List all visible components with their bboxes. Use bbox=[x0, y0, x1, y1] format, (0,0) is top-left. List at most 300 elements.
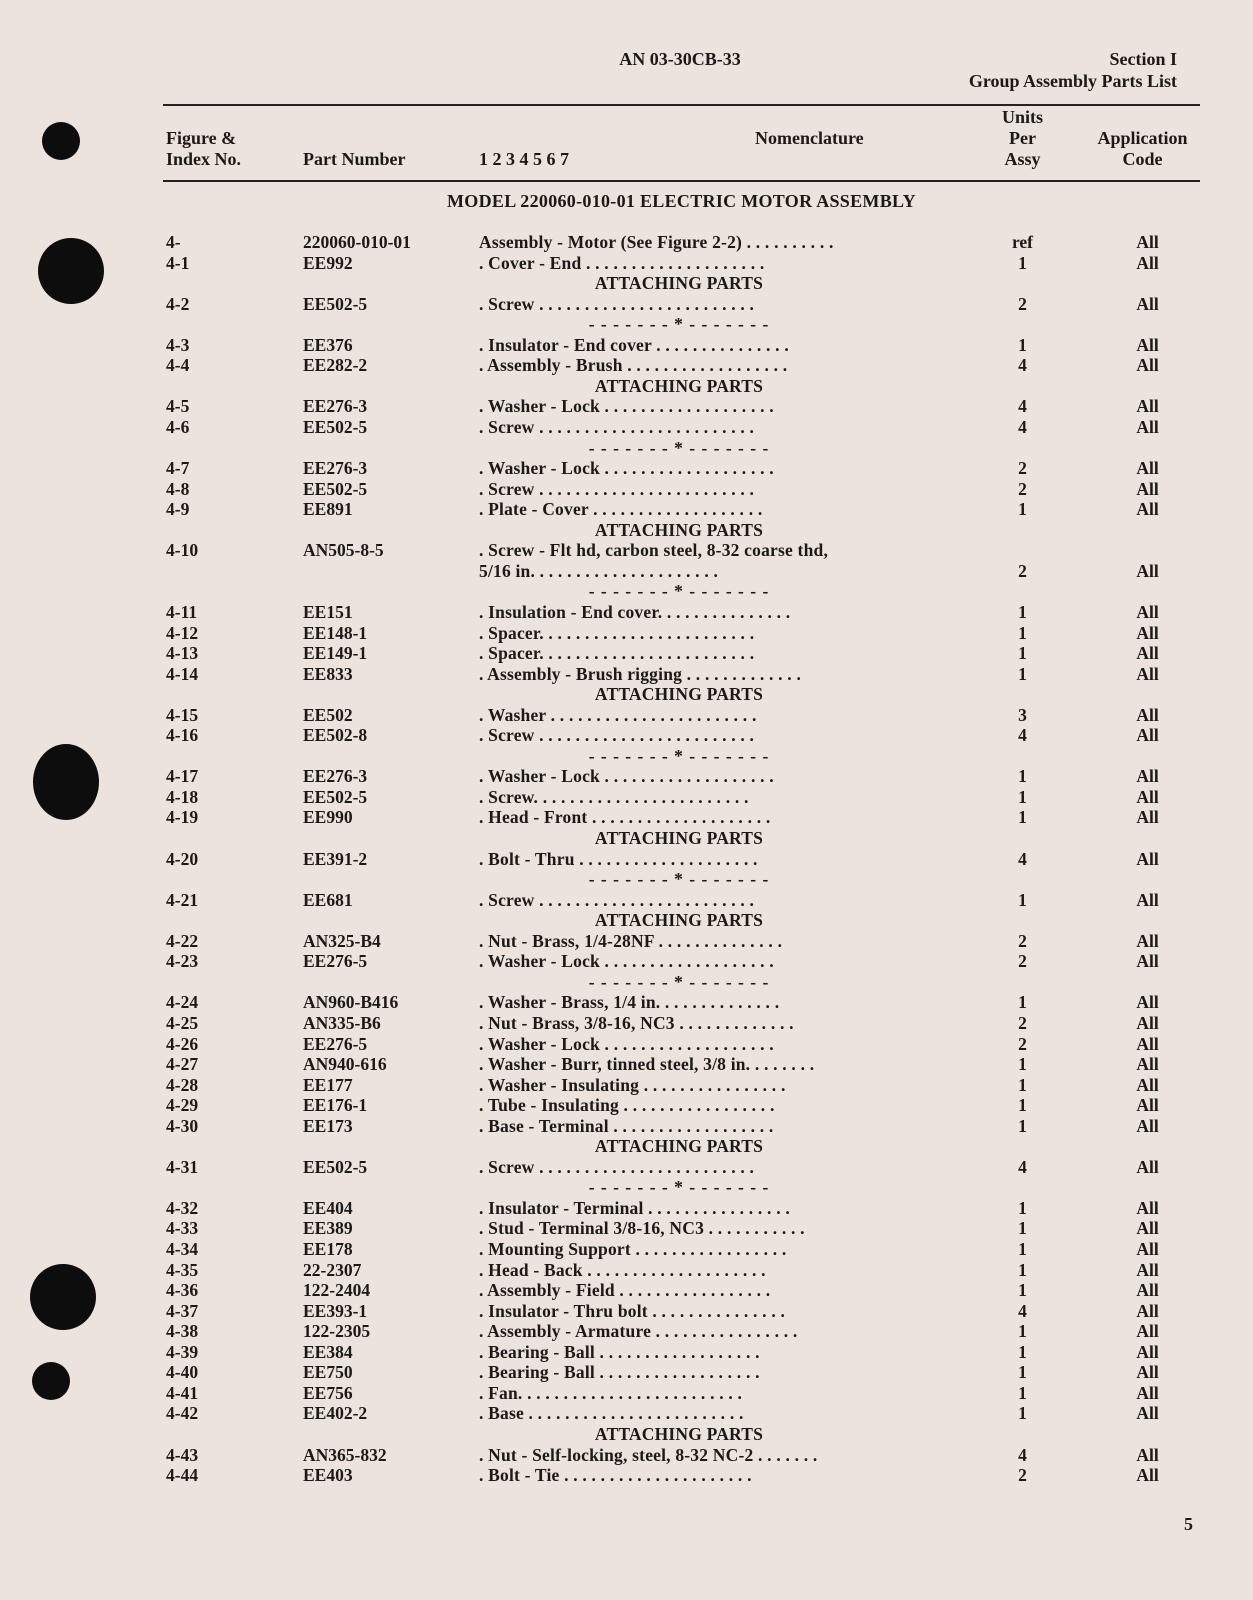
index-number: 4-26 bbox=[166, 1033, 199, 1054]
nomenclature: . Insulator - Thru bolt . . . . . . . . . . . . . . . bbox=[479, 1300, 786, 1321]
part-number: EE681 bbox=[303, 889, 353, 910]
separator-text: - - - - - - - * - - - - - - - bbox=[588, 1177, 770, 1198]
index-number: 4-12 bbox=[166, 622, 199, 643]
table-row bbox=[0, 540, 1253, 560]
units-per-assy: 4 bbox=[1018, 417, 1027, 437]
attaching-parts-label: ATTACHING PARTS bbox=[594, 1423, 764, 1444]
application-code: All bbox=[1136, 1341, 1159, 1362]
attaching-parts-separator bbox=[0, 972, 1253, 992]
part-number: EE276-3 bbox=[303, 458, 368, 479]
application-code: All bbox=[1136, 560, 1159, 581]
col-units-per-assy: Units Per Assy bbox=[1001, 107, 1043, 169]
application-code: All bbox=[1136, 1300, 1159, 1321]
units-per-assy: 1 bbox=[1018, 663, 1027, 684]
table-row bbox=[0, 335, 1253, 355]
table-row bbox=[0, 1198, 1253, 1218]
index-number: 4-23 bbox=[166, 951, 199, 972]
part-number: EE750 bbox=[303, 1362, 353, 1383]
part-number: EE151 bbox=[303, 601, 353, 622]
part-number: EE389 bbox=[303, 1218, 353, 1239]
nomenclature: . Cover - End . . . . . . . . . . . . . . . . . . . . bbox=[479, 252, 765, 273]
nomenclature: . Bearing - Ball . . . . . . . . . . . . . . . . . . bbox=[479, 1341, 760, 1362]
nomenclature: . Insulator - Terminal . . . . . . . . . . . . . . . . bbox=[479, 1197, 790, 1218]
nomenclature: . Assembly - Brush . . . . . . . . . . . . . . . . . . bbox=[479, 355, 788, 376]
index-number: 4-42 bbox=[166, 1403, 199, 1424]
application-code: All bbox=[1136, 1321, 1159, 1342]
nomenclature: . Base . . . . . . . . . . . . . . . . . . . . . . . . bbox=[479, 1403, 744, 1424]
part-number: EE376 bbox=[303, 334, 353, 355]
index-number: 4-35 bbox=[166, 1259, 199, 1280]
table-row bbox=[0, 561, 1253, 581]
units-per-assy: 4 bbox=[1018, 848, 1027, 869]
index-number: 4-6 bbox=[166, 417, 190, 437]
nomenclature: . Nut - Brass, 1/4-28NF . . . . . . . . . . . . . . bbox=[479, 930, 783, 951]
nomenclature: . Fan. . . . . . . . . . . . . . . . . . . . . . . . . bbox=[479, 1382, 743, 1403]
table-row bbox=[0, 294, 1253, 314]
table-row bbox=[0, 396, 1253, 416]
col-nomenclature: Nomenclature bbox=[755, 128, 864, 148]
nomenclature: . Screw . . . . . . . . . . . . . . . . . . . . . . . . bbox=[479, 1156, 755, 1177]
index-number: 4-34 bbox=[166, 1239, 199, 1259]
table-row bbox=[0, 1034, 1253, 1054]
units-per-assy: 1 bbox=[1018, 643, 1027, 663]
index-number: 4-9 bbox=[166, 499, 190, 520]
nomenclature: . Washer - Lock . . . . . . . . . . . . . . . . . . . bbox=[479, 1033, 774, 1054]
index-number: 4-1 bbox=[166, 252, 190, 273]
table-row bbox=[0, 725, 1253, 745]
units-per-assy: 2 bbox=[1018, 930, 1027, 951]
index-number: 4-7 bbox=[166, 458, 190, 479]
part-number: AN505-8-5 bbox=[303, 540, 384, 561]
application-code: All bbox=[1136, 1095, 1159, 1116]
nomenclature: . Screw. . . . . . . . . . . . . . . . . . . . . . . . bbox=[479, 786, 749, 807]
part-number: EE149-1 bbox=[303, 643, 368, 663]
part-number: EE502 bbox=[303, 704, 353, 725]
part-number: EE992 bbox=[303, 252, 353, 273]
attaching-parts-separator bbox=[0, 1177, 1253, 1197]
attaching-parts-heading bbox=[0, 828, 1253, 848]
part-number: EE276-5 bbox=[303, 1033, 368, 1054]
application-code: All bbox=[1136, 1403, 1159, 1424]
attaching-parts-heading bbox=[0, 520, 1253, 540]
application-code: All bbox=[1136, 1382, 1159, 1403]
part-number: EE173 bbox=[303, 1115, 353, 1136]
application-code: All bbox=[1136, 334, 1159, 355]
nomenclature: . Screw . . . . . . . . . . . . . . . . . . . . . . . . bbox=[479, 889, 755, 910]
index-number: 4- bbox=[166, 232, 181, 252]
index-number: 4-24 bbox=[166, 992, 199, 1013]
units-per-assy: 2 bbox=[1018, 1465, 1027, 1485]
index-number: 4-40 bbox=[166, 1362, 199, 1383]
nomenclature: . Tube - Insulating . . . . . . . . . . . . . . . . . bbox=[479, 1095, 775, 1116]
part-number: 22-2307 bbox=[303, 1259, 362, 1280]
section-title: Group Assembly Parts List bbox=[968, 71, 1177, 91]
nomenclature: . Screw . . . . . . . . . . . . . . . . . . . . . . . . bbox=[479, 725, 755, 746]
index-number: 4-17 bbox=[166, 766, 199, 787]
table-row bbox=[0, 1054, 1253, 1074]
table-row bbox=[0, 1218, 1253, 1238]
application-code: All bbox=[1136, 458, 1159, 479]
table-row bbox=[0, 1013, 1253, 1033]
section-label: Section I bbox=[1109, 49, 1177, 69]
table-row bbox=[0, 890, 1253, 910]
index-number: 4-43 bbox=[166, 1444, 199, 1465]
part-number: AN365-832 bbox=[303, 1444, 387, 1465]
separator-text: - - - - - - - * - - - - - - - bbox=[588, 314, 770, 335]
part-number: EE276-3 bbox=[303, 766, 368, 787]
attaching-parts-separator bbox=[0, 869, 1253, 889]
index-number: 4-5 bbox=[166, 396, 190, 417]
part-number: EE276-3 bbox=[303, 396, 368, 417]
attaching-parts-label: ATTACHING PARTS bbox=[594, 375, 764, 396]
table-row bbox=[0, 849, 1253, 869]
nomenclature: . Mounting Support . . . . . . . . . . . . . . . . . bbox=[479, 1239, 787, 1259]
units-per-assy: 1 bbox=[1018, 1115, 1027, 1136]
units-per-assy: 3 bbox=[1018, 704, 1027, 725]
part-number: EE756 bbox=[303, 1382, 353, 1403]
index-number: 4-15 bbox=[166, 704, 199, 725]
units-per-assy: 4 bbox=[1018, 355, 1027, 376]
attaching-parts-separator bbox=[0, 581, 1253, 601]
part-number: AN940-616 bbox=[303, 1054, 387, 1074]
part-number: 122-2404 bbox=[303, 1280, 371, 1300]
table-row bbox=[0, 1260, 1253, 1280]
units-per-assy: 4 bbox=[1018, 1444, 1027, 1465]
index-number: 4-25 bbox=[166, 1012, 199, 1033]
application-code: All bbox=[1136, 1239, 1159, 1259]
index-number: 4-11 bbox=[166, 601, 198, 622]
application-code: All bbox=[1136, 232, 1159, 252]
table-row bbox=[0, 499, 1253, 519]
nomenclature: . Assembly - Armature . . . . . . . . . . . . . . . . bbox=[479, 1321, 798, 1342]
part-number: EE148-1 bbox=[303, 622, 368, 643]
application-code: All bbox=[1136, 1197, 1159, 1218]
nomenclature: . Plate - Cover . . . . . . . . . . . . . . . . . . . bbox=[479, 499, 763, 520]
part-number: AN960-B416 bbox=[303, 992, 399, 1013]
units-per-assy: 1 bbox=[1018, 252, 1027, 273]
units-per-assy: 1 bbox=[1018, 1197, 1027, 1218]
application-code: All bbox=[1136, 807, 1159, 828]
attaching-parts-heading bbox=[0, 910, 1253, 930]
attaching-parts-label: ATTACHING PARTS bbox=[594, 828, 764, 848]
application-code: All bbox=[1136, 417, 1159, 437]
attaching-parts-separator bbox=[0, 314, 1253, 334]
application-code: All bbox=[1136, 848, 1159, 869]
part-number: EE502-5 bbox=[303, 478, 368, 499]
index-number: 4-10 bbox=[166, 540, 199, 561]
units-per-assy: 1 bbox=[1018, 1362, 1027, 1383]
part-number: EE176-1 bbox=[303, 1095, 368, 1116]
table-row bbox=[0, 1445, 1253, 1465]
attaching-parts-label: ATTACHING PARTS bbox=[594, 684, 764, 705]
separator-text: - - - - - - - * - - - - - - - bbox=[588, 971, 770, 992]
model-title: MODEL 220060-010-01 ELECTRIC MOTOR ASSEMBLY bbox=[447, 191, 916, 211]
col-application-code: Application Code bbox=[1097, 128, 1188, 169]
application-code: All bbox=[1136, 293, 1159, 314]
part-number: AN325-B4 bbox=[303, 930, 381, 951]
nomenclature: . Head - Front . . . . . . . . . . . . . . . . . . . . bbox=[479, 807, 771, 828]
nomenclature: . Spacer. . . . . . . . . . . . . . . . . . . . . . . . bbox=[479, 643, 755, 663]
table-row bbox=[0, 992, 1253, 1012]
attaching-parts-heading bbox=[0, 684, 1253, 704]
units-per-assy: 2 bbox=[1018, 951, 1027, 972]
nomenclature: . Bolt - Tie . . . . . . . . . . . . . . . . . . . . . bbox=[479, 1465, 752, 1485]
table-row bbox=[0, 1301, 1253, 1321]
application-code: All bbox=[1136, 889, 1159, 910]
index-number: 4-14 bbox=[166, 663, 199, 684]
table-row bbox=[0, 1403, 1253, 1423]
nomenclature: . Washer - Burr, tinned steel, 3/8 in. . . . . . . . bbox=[479, 1054, 815, 1074]
attaching-parts-label: ATTACHING PARTS bbox=[594, 273, 764, 294]
index-number: 4-39 bbox=[166, 1341, 199, 1362]
units-per-assy: 4 bbox=[1018, 725, 1027, 746]
part-number: EE178 bbox=[303, 1239, 353, 1259]
table-row bbox=[0, 1239, 1253, 1259]
nomenclature: . Nut - Brass, 3/8-16, NC3 . . . . . . . . . . . . . bbox=[479, 1012, 794, 1033]
application-code: All bbox=[1136, 1280, 1159, 1300]
application-code: All bbox=[1136, 1362, 1159, 1383]
part-number: EE276-5 bbox=[303, 951, 368, 972]
application-code: All bbox=[1136, 992, 1159, 1013]
part-number: EE990 bbox=[303, 807, 353, 828]
table-row bbox=[0, 479, 1253, 499]
index-number: 4-32 bbox=[166, 1197, 199, 1218]
index-number: 4-2 bbox=[166, 293, 190, 314]
application-code: All bbox=[1136, 478, 1159, 499]
table-row bbox=[0, 951, 1253, 971]
table-row bbox=[0, 1157, 1253, 1177]
attaching-parts-heading bbox=[0, 376, 1253, 396]
application-code: All bbox=[1136, 622, 1159, 643]
application-code: All bbox=[1136, 663, 1159, 684]
nomenclature: . Insulation - End cover. . . . . . . . . . . . . . . bbox=[479, 601, 791, 622]
index-number: 4-37 bbox=[166, 1300, 199, 1321]
table-row bbox=[0, 1116, 1253, 1136]
nomenclature: . Nut - Self-locking, steel, 8-32 NC-2 . . . . . . . bbox=[479, 1444, 818, 1465]
table-row bbox=[0, 787, 1253, 807]
part-number: EE384 bbox=[303, 1341, 353, 1362]
nomenclature: . Head - Back . . . . . . . . . . . . . . . . . . . . bbox=[479, 1259, 766, 1280]
index-number: 4-16 bbox=[166, 725, 199, 746]
part-number: EE502-5 bbox=[303, 417, 368, 437]
part-number: AN335-B6 bbox=[303, 1012, 381, 1033]
units-per-assy: 2 bbox=[1018, 560, 1027, 581]
application-code: All bbox=[1136, 601, 1159, 622]
index-number: 4-20 bbox=[166, 848, 199, 869]
table-row bbox=[0, 931, 1253, 951]
units-per-assy: ref bbox=[1011, 232, 1034, 252]
units-per-assy: 1 bbox=[1018, 786, 1027, 807]
nomenclature: . Bearing - Ball . . . . . . . . . . . . . . . . . . bbox=[479, 1362, 760, 1383]
units-per-assy: 1 bbox=[1018, 334, 1027, 355]
part-number: EE404 bbox=[303, 1197, 353, 1218]
attaching-parts-label: ATTACHING PARTS bbox=[594, 519, 764, 540]
part-number: EE502-5 bbox=[303, 786, 368, 807]
units-per-assy: 2 bbox=[1018, 478, 1027, 499]
separator-text: - - - - - - - * - - - - - - - bbox=[588, 437, 770, 458]
table-row bbox=[0, 1362, 1253, 1382]
application-code: All bbox=[1136, 1012, 1159, 1033]
document-number: AN 03-30CB-33 bbox=[619, 49, 741, 69]
index-number: 4-44 bbox=[166, 1465, 199, 1485]
table-row bbox=[0, 1321, 1253, 1341]
part-number: EE402-2 bbox=[303, 1403, 368, 1424]
application-code: All bbox=[1136, 252, 1159, 273]
nomenclature: . Washer - Insulating . . . . . . . . . . . . . . . . bbox=[479, 1074, 786, 1095]
table-row bbox=[0, 1095, 1253, 1115]
nomenclature: . Washer . . . . . . . . . . . . . . . . . . . . . . . bbox=[479, 704, 757, 725]
index-number: 4-36 bbox=[166, 1280, 199, 1300]
application-code: All bbox=[1136, 499, 1159, 520]
page-number: 5 bbox=[1184, 1514, 1193, 1534]
nomenclature: . Washer - Lock . . . . . . . . . . . . . . . . . . . bbox=[479, 396, 774, 417]
application-code: All bbox=[1136, 766, 1159, 787]
table-row bbox=[0, 232, 1253, 252]
part-number: EE502-5 bbox=[303, 1156, 368, 1177]
separator-text: - - - - - - - * - - - - - - - bbox=[588, 581, 770, 602]
nomenclature: . Assembly - Field . . . . . . . . . . . . . . . . . bbox=[479, 1280, 771, 1300]
units-per-assy: 1 bbox=[1018, 601, 1027, 622]
units-per-assy: 1 bbox=[1018, 499, 1027, 520]
units-per-assy: 1 bbox=[1018, 1321, 1027, 1342]
nomenclature: . Spacer. . . . . . . . . . . . . . . . . . . . . . . . bbox=[479, 622, 755, 643]
index-number: 4-8 bbox=[166, 478, 190, 499]
attaching-parts-separator bbox=[0, 746, 1253, 766]
index-number: 4-33 bbox=[166, 1218, 199, 1239]
nomenclature: . Screw - Flt hd, carbon steel, 8-32 coarse thd, bbox=[479, 540, 829, 561]
index-number: 4-29 bbox=[166, 1095, 199, 1116]
application-code: All bbox=[1136, 1218, 1159, 1239]
part-number: EE891 bbox=[303, 499, 353, 520]
index-number: 4-4 bbox=[166, 355, 190, 376]
table-row bbox=[0, 417, 1253, 437]
units-per-assy: 1 bbox=[1018, 1218, 1027, 1239]
application-code: All bbox=[1136, 396, 1159, 417]
application-code: All bbox=[1136, 1259, 1159, 1280]
col-indent-levels: 1 2 3 4 5 6 7 bbox=[479, 149, 569, 169]
nomenclature: . Washer - Lock . . . . . . . . . . . . . . . . . . . bbox=[479, 766, 774, 787]
attaching-parts-label: ATTACHING PARTS bbox=[594, 1136, 764, 1157]
col-part-number: Part Number bbox=[303, 149, 406, 169]
nomenclature: . Insulator - End cover . . . . . . . . . . . . . . . bbox=[479, 334, 789, 355]
application-code: All bbox=[1136, 1115, 1159, 1136]
units-per-assy: 1 bbox=[1018, 807, 1027, 828]
attaching-parts-heading bbox=[0, 273, 1253, 293]
nomenclature: Assembly - Motor (See Figure 2-2) . . . . . . . . . . bbox=[479, 232, 834, 252]
units-per-assy: 1 bbox=[1018, 1341, 1027, 1362]
nomenclature: . Washer - Lock . . . . . . . . . . . . . . . . . . . bbox=[479, 458, 774, 479]
application-code: All bbox=[1136, 1156, 1159, 1177]
table-row bbox=[0, 1342, 1253, 1362]
nomenclature: . Bolt - Thru . . . . . . . . . . . . . . . . . . . . bbox=[479, 848, 758, 869]
units-per-assy: 1 bbox=[1018, 1403, 1027, 1424]
units-per-assy: 1 bbox=[1018, 1095, 1027, 1116]
table-row bbox=[0, 602, 1253, 622]
application-code: All bbox=[1136, 1033, 1159, 1054]
units-per-assy: 2 bbox=[1018, 1012, 1027, 1033]
index-number: 4-3 bbox=[166, 334, 190, 355]
application-code: All bbox=[1136, 704, 1159, 725]
nomenclature: 5/16 in. . . . . . . . . . . . . . . . . . . . . bbox=[479, 560, 719, 581]
units-per-assy: 1 bbox=[1018, 1382, 1027, 1403]
attaching-parts-label: ATTACHING PARTS bbox=[594, 910, 764, 931]
units-per-assy: 1 bbox=[1018, 1239, 1027, 1259]
table-row bbox=[0, 253, 1253, 273]
attaching-parts-heading bbox=[0, 1424, 1253, 1444]
table-row bbox=[0, 643, 1253, 663]
nomenclature: . Screw . . . . . . . . . . . . . . . . . . . . . . . . bbox=[479, 478, 755, 499]
table-row bbox=[0, 355, 1253, 375]
index-number: 4-41 bbox=[166, 1382, 199, 1403]
application-code: All bbox=[1136, 1465, 1159, 1485]
part-number: EE177 bbox=[303, 1074, 353, 1095]
units-per-assy: 1 bbox=[1018, 1054, 1027, 1074]
units-per-assy: 2 bbox=[1018, 1033, 1027, 1054]
units-per-assy: 1 bbox=[1018, 1259, 1027, 1280]
table-row bbox=[0, 807, 1253, 827]
index-number: 4-38 bbox=[166, 1321, 199, 1342]
nomenclature: . Screw . . . . . . . . . . . . . . . . . . . . . . . . bbox=[479, 417, 755, 437]
part-number: 122-2305 bbox=[303, 1321, 371, 1342]
nomenclature: . Washer - Lock . . . . . . . . . . . . . . . . . . . bbox=[479, 951, 774, 972]
part-number: EE403 bbox=[303, 1465, 353, 1485]
part-number: EE502-8 bbox=[303, 725, 368, 746]
application-code: All bbox=[1136, 786, 1159, 807]
part-number: EE833 bbox=[303, 663, 353, 684]
table-row bbox=[0, 766, 1253, 786]
index-number: 4-13 bbox=[166, 643, 199, 663]
units-per-assy: 1 bbox=[1018, 992, 1027, 1013]
col-figure-index: Figure & Index No. bbox=[166, 128, 242, 169]
table-row bbox=[0, 458, 1253, 478]
nomenclature: . Screw . . . . . . . . . . . . . . . . . . . . . . . . bbox=[479, 293, 755, 314]
application-code: All bbox=[1136, 1074, 1159, 1095]
separator-text: - - - - - - - * - - - - - - - bbox=[588, 869, 770, 890]
index-number: 4-30 bbox=[166, 1115, 199, 1136]
application-code: All bbox=[1136, 643, 1159, 663]
application-code: All bbox=[1136, 355, 1159, 376]
nomenclature: . Base - Terminal . . . . . . . . . . . . . . . . . . bbox=[479, 1115, 774, 1136]
separator-text: - - - - - - - * - - - - - - - bbox=[588, 745, 770, 766]
index-number: 4-21 bbox=[166, 889, 199, 910]
nomenclature: . Washer - Brass, 1/4 in. . . . . . . . . . . . . . bbox=[479, 992, 780, 1013]
attaching-parts-heading bbox=[0, 1136, 1253, 1156]
part-number: EE393-1 bbox=[303, 1300, 368, 1321]
table-row bbox=[0, 623, 1253, 643]
application-code: All bbox=[1136, 930, 1159, 951]
table-row bbox=[0, 705, 1253, 725]
application-code: All bbox=[1136, 1444, 1159, 1465]
part-number: EE502-5 bbox=[303, 293, 368, 314]
units-per-assy: 4 bbox=[1018, 1156, 1027, 1177]
index-number: 4-28 bbox=[166, 1074, 199, 1095]
table-row bbox=[0, 1280, 1253, 1300]
index-number: 4-19 bbox=[166, 807, 199, 828]
part-number: EE391-2 bbox=[303, 848, 368, 869]
attaching-parts-separator bbox=[0, 438, 1253, 458]
units-per-assy: 1 bbox=[1018, 1074, 1027, 1095]
nomenclature: . Assembly - Brush rigging . . . . . . . . . . . . . bbox=[479, 663, 802, 684]
table-row bbox=[0, 664, 1253, 684]
application-code: All bbox=[1136, 951, 1159, 972]
units-per-assy: 2 bbox=[1018, 458, 1027, 479]
application-code: All bbox=[1136, 725, 1159, 746]
units-per-assy: 2 bbox=[1018, 293, 1027, 314]
units-per-assy: 1 bbox=[1018, 622, 1027, 643]
units-per-assy: 4 bbox=[1018, 396, 1027, 417]
units-per-assy: 1 bbox=[1018, 766, 1027, 787]
index-number: 4-27 bbox=[166, 1054, 199, 1074]
